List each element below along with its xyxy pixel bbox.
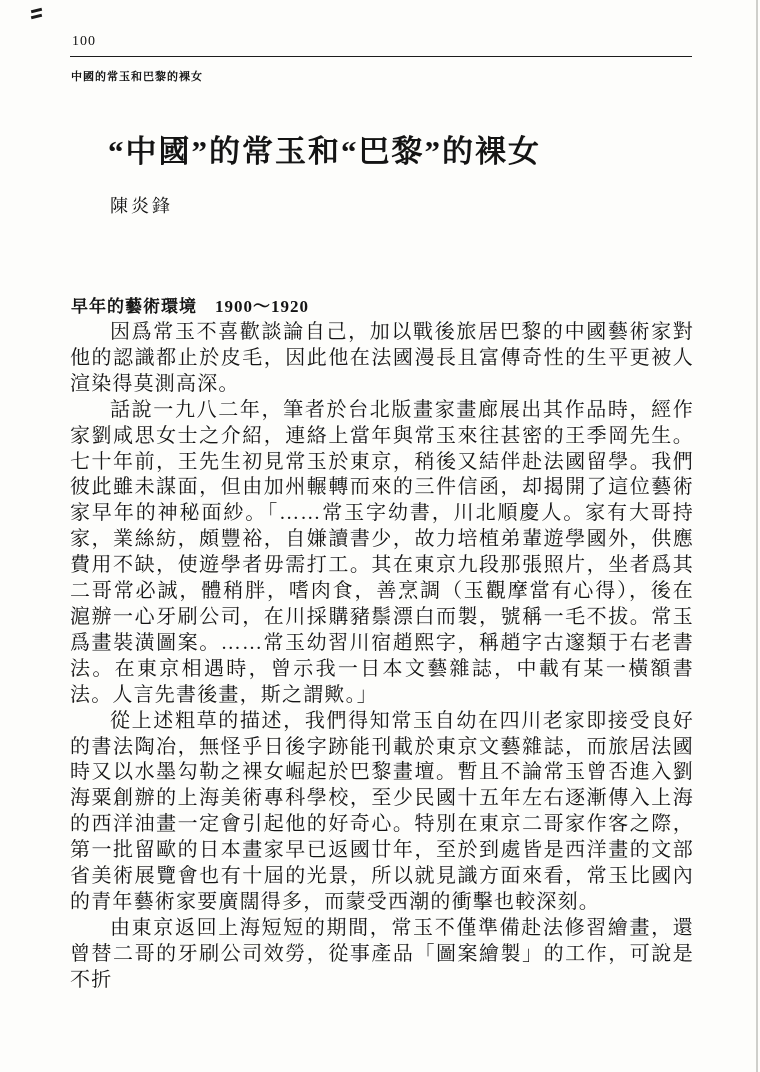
article-body bbox=[70, 320, 694, 994]
body-paragraph-4: 由東京返回上海短短的期間，常玉不僅準備赴法修習繪畫，還曾替二哥的牙刷公司效勞，從事產品「圖案繪製」的工作，可說是不折 bbox=[70, 916, 694, 991]
page-number: 100 bbox=[72, 34, 96, 49]
header-rule bbox=[70, 56, 692, 57]
scan-artifact bbox=[30, 6, 44, 22]
author-name: 陳炎鋒 bbox=[110, 196, 173, 216]
body-paragraph-1: 因爲常玉不喜歡談論自己，加以戰後旅居巴黎的中國藝術家對他的認識都止於皮毛，因此他在法國漫長且富傳奇性的生平更被人渲染得莫測高深。 bbox=[70, 321, 694, 395]
running-header: 中國的常玉和巴黎的裸女 bbox=[71, 71, 203, 83]
body-paragraph-2: 話說一九八二年，筆者於台北版畫家畫廊展出其作品時，經作家劉咸思女士之介紹，連絡上當年與常玉來往甚密的王季岡先生。七十年前，王先生初見常玉於東京，稍後又結伴赴法國留學。我們彼此雖未謀面，但由加州輾轉而來的三件信函，却揭開了這位藝術家早年的神秘面紗。「……常玉字幼書，川北順慶人。家有大哥持家，業絲紡，頗豐裕，自嫌讀書少，故力培植弟輩遊學國外，供應費用不缺，使遊學者毋需打工。其在東京九段那張照片，坐者爲其二哥常必誠，體稍胖，嗜肉食，善烹調（玉觀摩當有心得），後在滬辦一心牙刷公司，在川採購豬鬃漂白而製，號稱一毛不拔。常玉爲畫裝潢圖案。……常玉幼習川宿趙熙字，稱趙字古邃類于右老書法。在東京相遇時，曾示我一日本文藝雜誌，中載有某一橫額書法。人言先書後畫，斯之謂歟。」 bbox=[70, 398, 694, 706]
body-paragraph-3: 從上述粗草的描述，我們得知常玉自幼在四川老家即接受良好的書法陶冶，無怪乎日後字跡能刊載於東京文藝雜誌，而旅居法國時又以水墨勾勒之裸女崛起於巴黎畫壇。暫且不論常玉曾否進入劉海粟創辦的上海美術專科學校，至少民國十五年左右逐漸傳入上海的西洋油畫一定會引起他的好奇心。特別在東京二哥家作客之際，第一批留歐的日本畫家早已返國廿年，至於到處皆是西洋畫的文部省美術展覽會也有十屆的光景，所以就見識方面來看，常玉比國內的青年藝術家要廣闊得多，而蒙受西潮的衝擊也較深刻。 bbox=[70, 709, 694, 913]
article-title: “中國”的常玉和“巴黎”的裸女 bbox=[108, 134, 541, 169]
scan-edge-shadow bbox=[756, 0, 758, 1072]
section-heading: 早年的藝術環境 1900～1920 bbox=[71, 297, 309, 316]
